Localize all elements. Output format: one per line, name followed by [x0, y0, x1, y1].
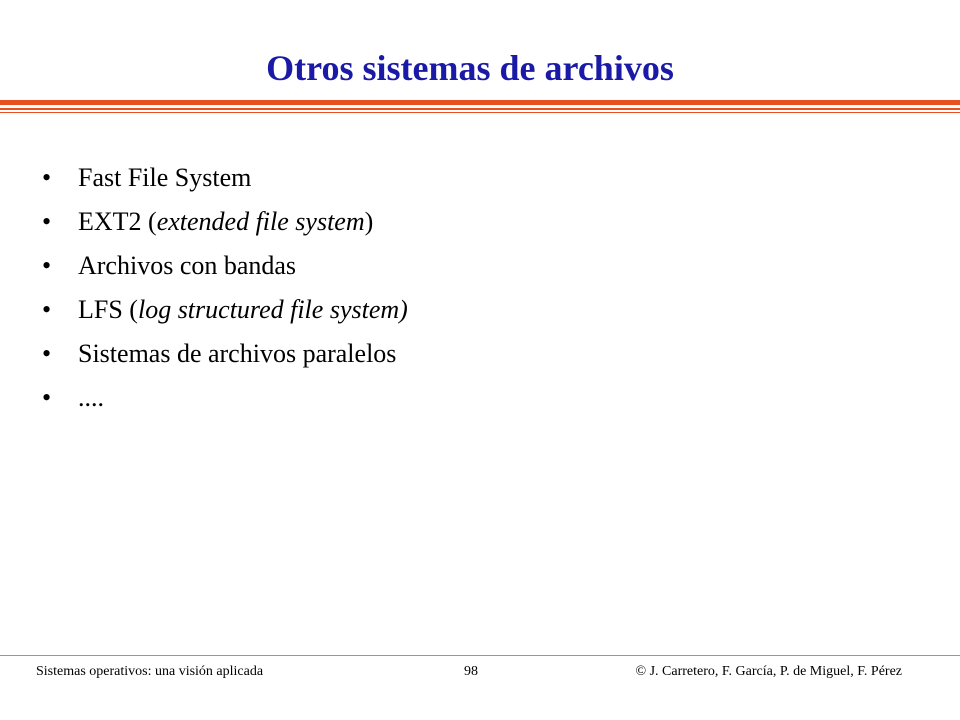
bullet-text: Fast File System [78, 163, 252, 192]
bullet-text: .... [78, 383, 104, 412]
bullet-text-italic: log structured file system) [137, 295, 408, 324]
bullet-dot-icon: • [42, 339, 52, 368]
bullet-text-tail: ) [364, 207, 374, 236]
title-underline [0, 100, 960, 116]
bullet-dot-icon: • [42, 383, 52, 412]
bullet-dot-icon: • [42, 163, 52, 192]
bullet-text: Archivos con bandas [78, 251, 297, 280]
page-number: 98 [464, 664, 478, 679]
bullet-dot-icon: • [42, 251, 52, 280]
footer-divider [0, 655, 960, 656]
footer-authors: © J. Carretero, F. García, P. de Miguel, F. Pérez [635, 664, 902, 679]
bullet-text: Sistemas de archivos paralelos [78, 339, 397, 368]
slide-title: Otros sistemas de archivos [266, 48, 674, 88]
bullet-dot-icon: • [42, 207, 52, 236]
bullet-item [0, 376, 940, 420]
bullet-list [0, 156, 940, 420]
slide-footer [0, 662, 960, 682]
bullet-item [0, 288, 940, 332]
bullet-item [0, 244, 940, 288]
title-underline-thin [0, 112, 960, 113]
bullet-text-italic: extended file system [156, 207, 365, 236]
bullet-text: LFS ( [78, 295, 138, 324]
bullet-dot-icon: • [42, 295, 52, 324]
bullet-item [0, 332, 940, 376]
bullet-item [0, 156, 940, 200]
title-underline-mid [0, 108, 960, 110]
bullet-text: EXT2 ( [78, 207, 157, 236]
bullet-item [0, 200, 940, 244]
title-underline-thick [0, 100, 960, 105]
footer-book-title: Sistemas operativos: una visión aplicada [36, 664, 264, 679]
